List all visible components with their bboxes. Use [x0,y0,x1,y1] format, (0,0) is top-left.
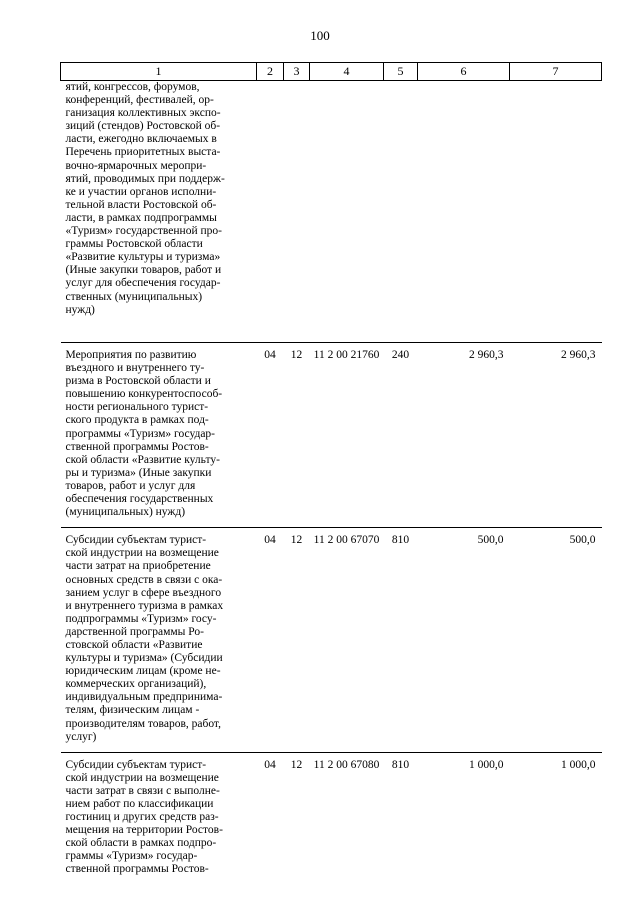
row-amount-1: 1 000,0 [469,758,504,771]
table-row [61,81,602,343]
row-amount-2 [510,81,602,343]
row-description: Субсидии субъектам турист- ской индустрии на возмещение части затрат в связи с выполне- нием работ по классификации гостиниц и других средств раз- мещения на территории Ростов- ской области в рамках подпро- граммы «Туризм» государ- ственной программы Ростов- [65,758,223,876]
row-amount-1: 2 960,3 [418,343,510,528]
row-section: 04 [264,758,276,771]
row-amount-2: 1 000,0 [561,758,596,771]
header-cell: 4 [310,63,384,81]
row-subsection: 12 [284,528,310,753]
row-amount-1: 500,0 [418,528,510,753]
row-target-code: 11 2 00 67080 [313,758,380,771]
table-row [61,752,602,884]
header-cell: 1 [61,63,257,81]
page-number: 100 [310,28,330,43]
row-amount-1 [418,81,510,343]
header-cell: 3 [284,63,310,81]
row-target-code: 11 2 00 67070 [310,528,384,753]
row-section: 04 [257,528,284,753]
row-subsection: 12 [290,758,303,771]
row-description: Мероприятия по развитию въездного и внутреннего ту- ризма в Ростовской области и повышению конкурентоспособ- ности регионального турист- ского продукта в рамках под- программы «Туризм» государ- ственной программы Ростов- ской области «Развитие культу- ры и туризма» (Иные закупки товаров, работ и услуг для обеспечения государственных (муниципальных) нужд) [61,343,257,528]
row-section: 04 [257,343,284,528]
row-subsection: 12 [284,343,310,528]
row-description: Субсидии субъектам турист- ской индустрии на возмещение части затрат на приобретение основных средств в связи с ока- занием услуг в сфере въездного и внутреннего туризма в рамках подпрограммы «Туризм» госу- дарственной программы Ро- стовской области «Развитие культуры и туризма» (Субсидии юридическим лицам (кроме не- коммерческих организаций), индивидуальным предпринима- телям, физическим лицам - производителям товаров, работ, услуг) [61,528,257,753]
row-expense-type: 810 [384,528,418,753]
row-expense-type: 240 [384,343,418,528]
header-cell: 2 [257,63,284,81]
table-body [61,81,602,885]
row-expense-type: 810 [391,758,410,771]
row-target-code [310,81,384,343]
table-row [61,343,602,528]
row-description: ятий, конгрессов, форумов, конференций, фестивалей, ор- ганизация коллективных экспо- зиций (стендов) Ростовской об- ласти, ежегодно включаемых в Перечень приоритетных выста- вочно-ярмарочных меропри- ятий, проводимых при поддерж- ке и участии органов исполни- тельной власти Ростовской об- ласти, в рамках подпрограммы «Туризм» государственной про- граммы Ростовской области «Развитие культуры и туризма» (Иные закупки товаров, работ и услуг для обеспечения государ- ственных (муниципальных) нужд) [61,81,257,343]
table-header [61,63,602,81]
row-amount-2: 500,0 [510,528,602,753]
row-section [257,81,284,343]
row-expense-type [384,81,418,343]
row-subsection [284,81,310,343]
table-row [61,528,602,753]
row-amount-2: 2 960,3 [510,343,602,528]
budget-table [60,62,602,885]
header-cell: 6 [418,63,510,81]
header-cell: 5 [384,63,418,81]
row-target-code: 11 2 00 21760 [310,343,384,528]
header-cell: 7 [510,63,602,81]
